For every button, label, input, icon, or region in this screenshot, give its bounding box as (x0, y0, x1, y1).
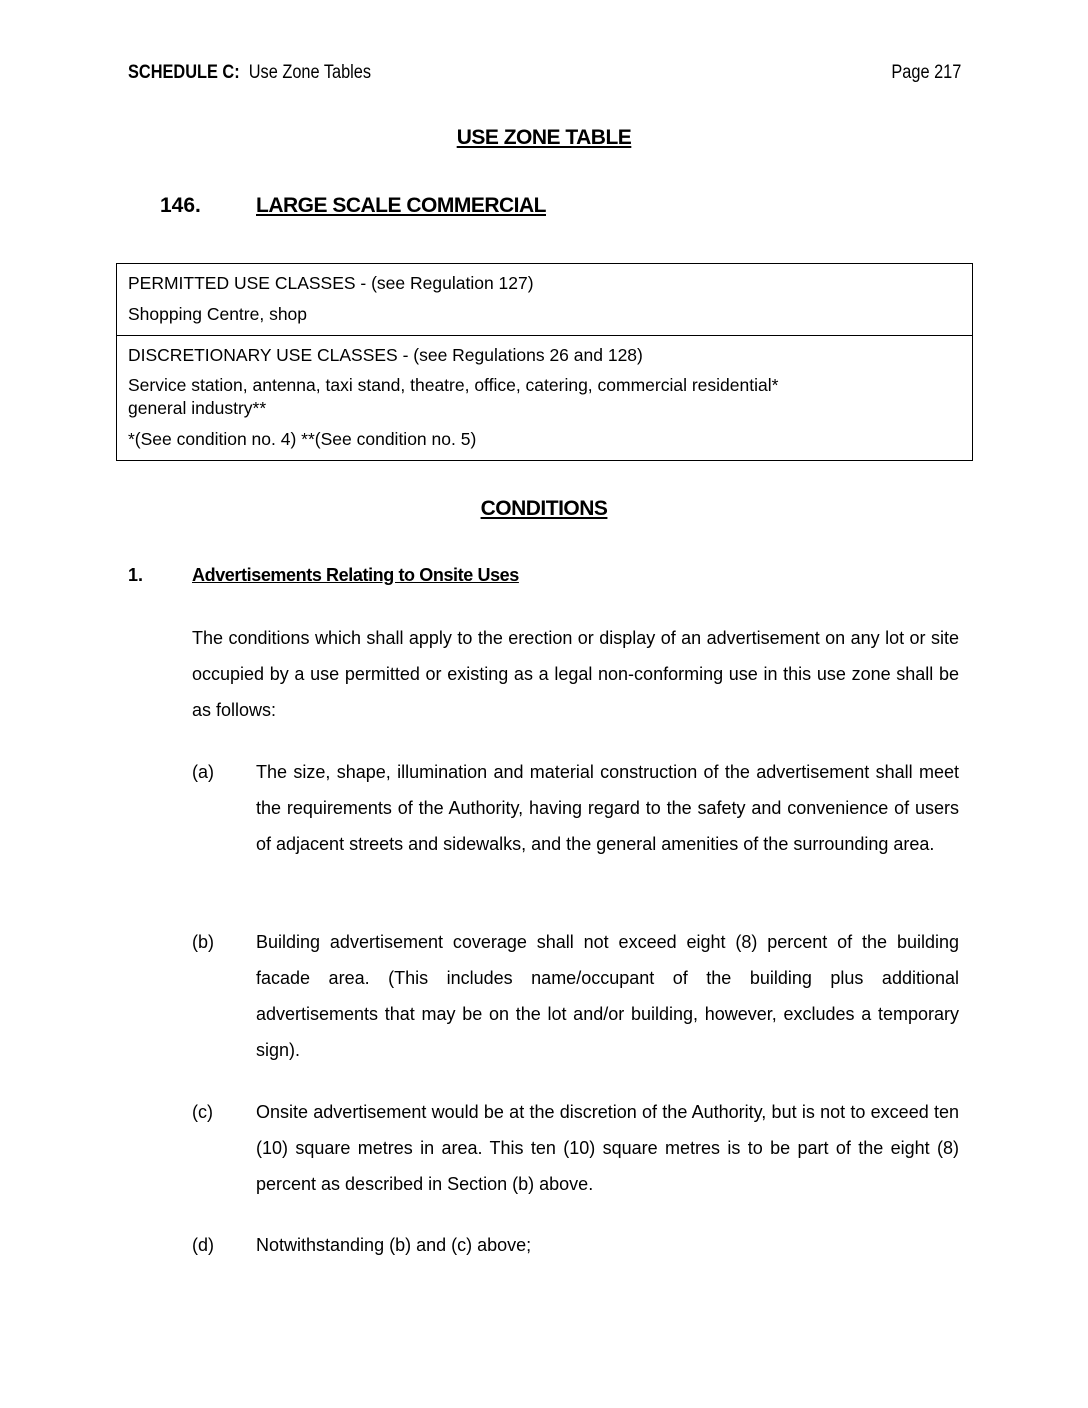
item-letter-b: (b) (192, 932, 214, 952)
condition-intro: The conditions which shall apply to the erection or display of an advertisement on any lot or site occupied by a use permitted or existing as a legal non-conforming use in this use zone shall be as follows: (192, 628, 959, 720)
schedule-title: Use Zone Tables (248, 62, 372, 83)
schedule-label: SCHEDULE C: (128, 62, 240, 83)
item-text-c: Onsite advertisement would be at the discretion of the Authority, but is not to exceed ten (10) square metres in area. This ten (10) square metres is to be part of the eight (8) percent as described in Section (b) above. (256, 1102, 959, 1194)
running-header (128, 62, 371, 84)
page-number: Page 217 (891, 62, 961, 83)
permitted-heading: PERMITTED USE CLASSES - (see Regulation 127) (128, 273, 534, 293)
item-text-a: The size, shape, illumination and material construction of the advertisement shall meet the requirements of the Authority, having regard to the safety and convenience of users of adjacent streets and sidewalks, and the general amenities of the surrounding area. (256, 762, 959, 854)
conditions-heading: CONDITIONS (480, 497, 608, 520)
permitted-uses: Shopping Centre, shop (128, 303, 308, 324)
discretionary-uses-line2: general industry** (128, 397, 267, 418)
item-letter-a: (a) (192, 762, 214, 782)
item-text-d: Notwithstanding (b) and (c) above; (256, 1235, 532, 1255)
discretionary-heading: DISCRETIONARY USE CLASSES - (see Regulations 26 and 128) (128, 344, 643, 365)
section-title: LARGE SCALE COMMERCIAL (256, 194, 546, 217)
item-text-b: Building advertisement coverage shall not exceed eight (8) percent of the building facade area. (This includes name/occupant of the building plus additional advertisements that may be on the lot and/or building, however, excludes a temporary sign). (256, 932, 959, 1060)
discretionary-uses-line1: Service station, antenna, taxi stand, theatre, office, catering, commercial residential* (128, 375, 779, 396)
page-title: USE ZONE TABLE (456, 126, 632, 149)
item-letter-c: (c) (192, 1102, 213, 1122)
condition-title: Advertisements Relating to Onsite Uses (192, 565, 519, 585)
discretionary-uses-cell (117, 335, 972, 460)
use-class-table (116, 263, 973, 461)
condition-number: 1. (128, 565, 144, 585)
item-letter-d: (d) (192, 1235, 214, 1255)
discretionary-uses (128, 374, 961, 419)
section-number: 146. (160, 194, 201, 217)
table-footnote: *(See condition no. 4) **(See condition no. 5) (128, 429, 477, 450)
permitted-uses-cell (117, 264, 972, 335)
